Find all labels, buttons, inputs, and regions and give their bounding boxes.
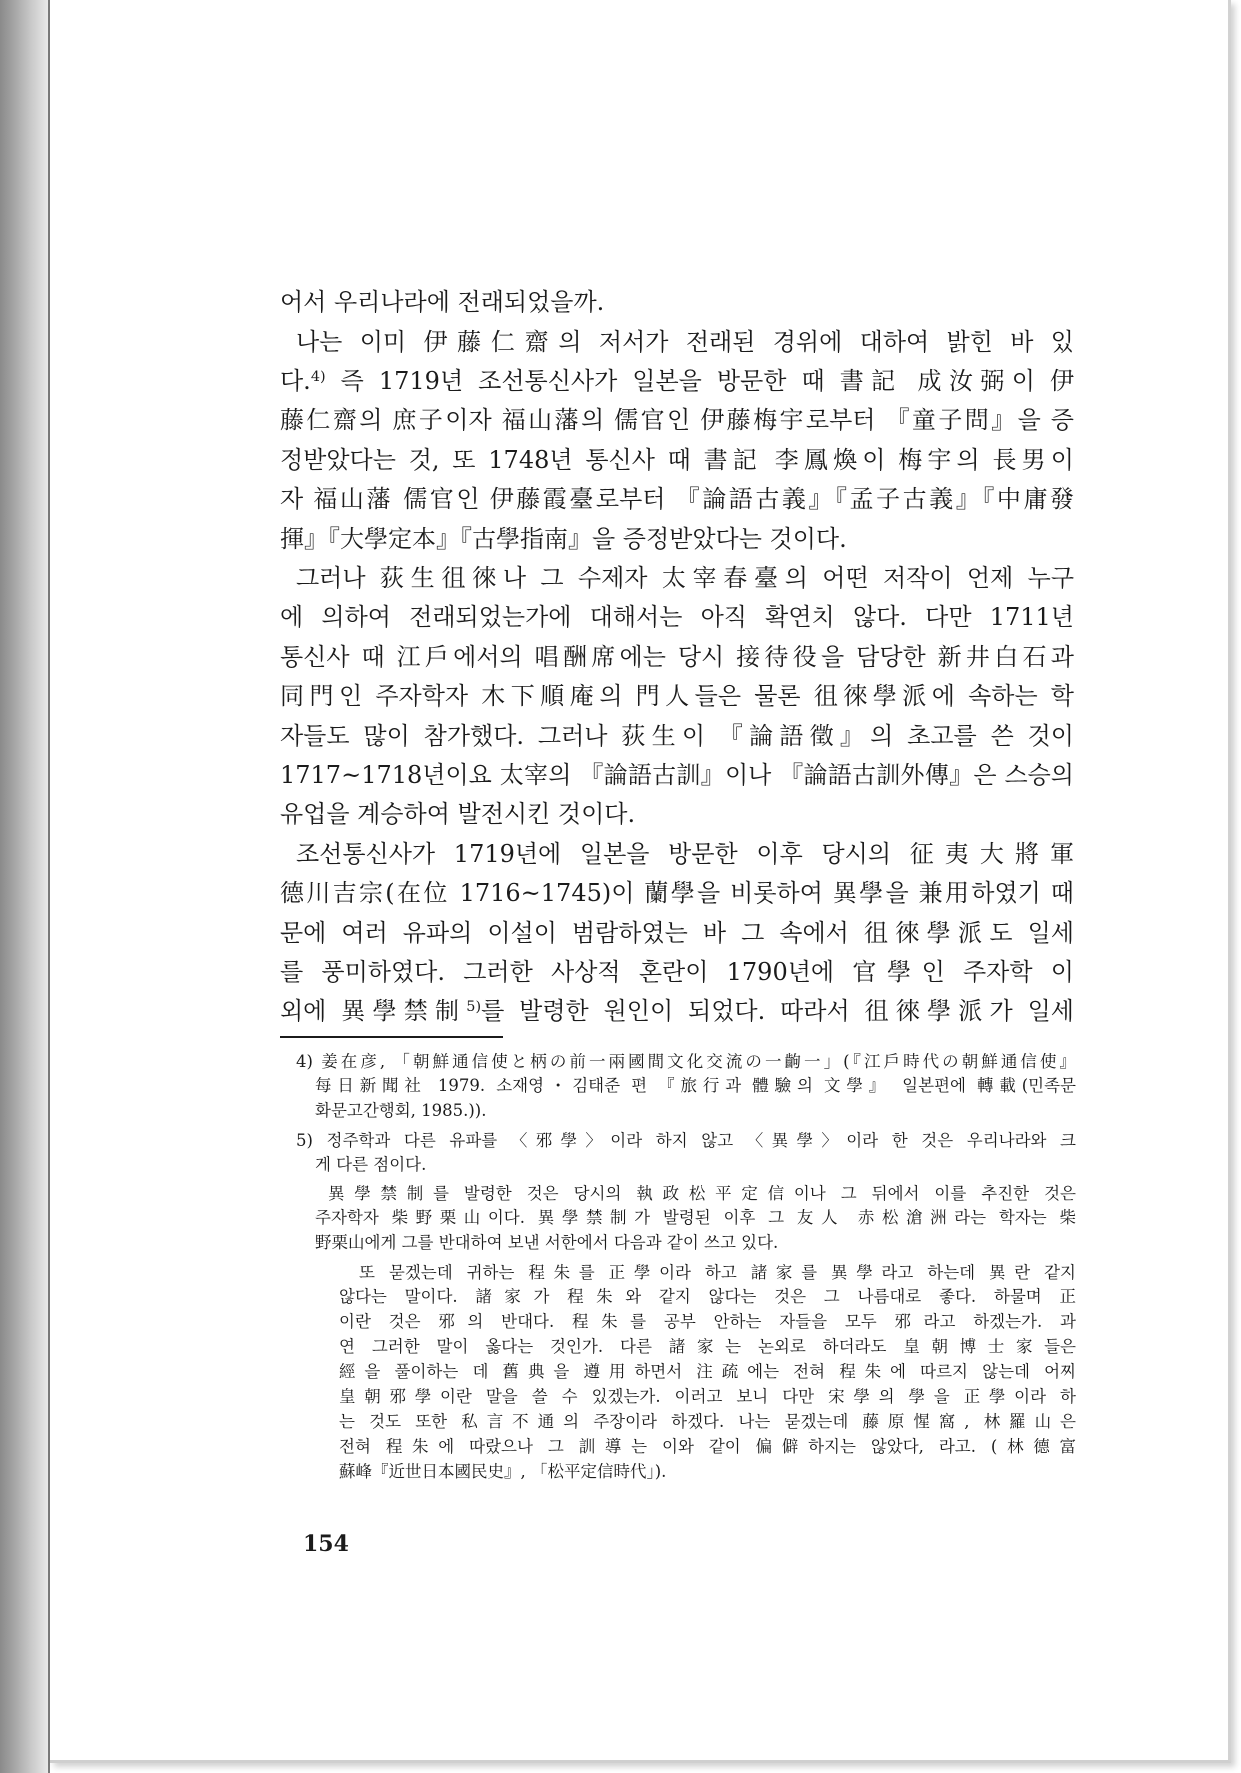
body-line: 문에 여러 유파의 이설이 범람하였는 바 그 속에서 徂徠學派도 일세 — [280, 918, 1074, 947]
quote-line: 이란 것은 邪의 반대다. 程朱를 공부 안하는 자들을 모두 邪라고 하겠는가. 과 — [339, 1312, 1076, 1332]
footnote-line: 주자학자 柴野栗山이다. 異學禁制가 발령된 이후 그 友人 赤松滄洲라는 학자는 柴 — [315, 1208, 1076, 1228]
body-line: 그러나 荻生徂徠나 그 수제자 太宰春臺의 어떤 저작이 언제 누구 — [296, 564, 1074, 593]
body-text: 다. — [280, 367, 311, 396]
footnote-5-paragraph — [296, 1182, 1076, 1257]
quote-line: 않다는 말이다. 諸家가 程朱와 같지 않다는 것은 그 나름대로 좋다. 하물며 正 — [339, 1287, 1076, 1307]
body-line: 자들도 많이 참가했다. 그러나 荻生이 『論語徵』의 초고를 쓴 것이 — [280, 721, 1074, 750]
footnote-line: 5) 정주학과 다른 유파를 〈邪學〉이라 하지 않고 〈異學〉이라 한 것은 우리나라와 크 — [296, 1130, 1076, 1150]
body-line: 德川吉宗(在位 1716~1745)이 蘭學을 비롯하여 異學을 兼用하였기 때 — [280, 879, 1074, 908]
footnote-4 — [296, 1050, 1076, 1125]
quote-line: 皇朝邪學이란 말을 쓸 수 있겠는가. 이러고 보니 다만 宋學의 學을 正學이라 하 — [339, 1386, 1076, 1406]
body-line — [280, 992, 1074, 1031]
footnote-line: 異學禁制를 발령한 것은 당시의 執政松平定信이나 그 뒤에서 이를 추진한 것은 — [328, 1183, 1076, 1203]
body-line: 同門인 주자학자 木下順庵의 門人들은 물론 徂徠學派에 속하는 학 — [280, 682, 1074, 711]
body-line: 조선통신사가 1719년에 일본을 방문한 이후 당시의 征夷大將軍 — [296, 839, 1074, 868]
footnote-line: 4) 姜在彦, 「朝鮮通信使と柄の前一兩國間文化交流の一齣一」(『江戶時代の朝鮮通信使』 — [296, 1051, 1076, 1071]
body-line: 1717~1718년이요 太宰의 『論語古訓』이나 『論語古訓外傳』은 스승의 — [280, 760, 1074, 789]
body-line: 나는 이미 伊藤仁齋의 저서가 전래된 경위에 대하여 밝힌 바 있 — [296, 327, 1074, 356]
footnote-line: 게 다른 점이다. — [315, 1155, 427, 1175]
footnote-line: 화문고간행회, 1985.)). — [315, 1101, 487, 1121]
body-line: 유업을 계승하여 발전시킨 것이다. — [280, 800, 636, 829]
quote-line: 經을 풀이하는 데 舊典을 遵用하면서 注疏에는 전혀 程朱에 따르지 않는데 어찌 — [339, 1362, 1076, 1382]
body-line: 揮』『大學定本』『古學指南』을 증정받았다는 것이다. — [280, 524, 847, 553]
body-line: 통신사 때 江戶에서의 唱酬席에는 당시 接待役을 담당한 新井白石과 — [280, 642, 1074, 671]
body-text: 외에 異學禁制 — [280, 997, 467, 1026]
page-number: 154 — [303, 1531, 349, 1557]
footnote-5-quote — [296, 1261, 1076, 1485]
body-line: 정받았다는 것, 또 1748년 통신사 때 書記 李鳳煥이 梅宇의 長男이 — [280, 445, 1074, 474]
footnote-5 — [296, 1129, 1076, 1179]
book-edge — [0, 0, 50, 1773]
footnote-divider — [280, 1036, 503, 1038]
footnote-ref: 5) — [466, 999, 482, 1016]
body-line: 를 풍미하였다. 그러한 사상적 혼란이 1790년에 官學인 주자학 이 — [280, 957, 1074, 986]
body-line — [280, 362, 1074, 401]
body-text-block — [280, 283, 1074, 1031]
footnote-line: 每日新聞社 1979. 소재영・김태준 편 『旅行과 體驗의 文學』 일본편에 轉載(민족문 — [315, 1076, 1076, 1096]
quote-line: 蘇峰『近世日本國民史』, 「松平定信時代」). — [339, 1461, 667, 1481]
footnote-line: 野栗山에게 그를 반대하여 보낸 서한에서 다음과 같이 쓰고 있다. — [315, 1233, 779, 1253]
body-text: 를 발령한 원인이 되었다. 따라서 徂徠學派가 일세 — [481, 997, 1074, 1026]
quote-line: 는 것도 또한 私言不通의 주장이라 하겠다. 나는 묻겠는데 藤原惺窩, 林羅山은 — [339, 1411, 1076, 1431]
quote-line: 연 그러한 말이 옳다는 것인가. 다른 諸家는 논외로 하더라도 皇朝博士家들은 — [339, 1337, 1076, 1357]
body-text: 즉 1719년 조선통신사가 일본을 방문한 때 書記 成汝弼이 伊 — [325, 367, 1074, 396]
quote-line: 또 묻겠는데 귀하는 程朱를 正學이라 하고 諸家를 異學라고 하는데 異란 같지 — [359, 1262, 1076, 1282]
body-line: 에 의하여 전래되었는가에 대해서는 아직 확연치 않다. 다만 1711년 — [280, 603, 1074, 632]
quote-line: 전혀 程朱에 따랐으나 그 訓導는 이와 같이 偏僻하지는 않았다, 라고. (林德富 — [339, 1436, 1076, 1456]
body-line: 어서 우리나라에 전래되었을까. — [280, 288, 605, 317]
body-line: 藤仁齋의 庶子이자 福山藩의 儒官인 伊藤梅宇로부터 『童子問』을 증 — [280, 406, 1074, 435]
body-line: 자 福山藩 儒官인 伊藤霞臺로부터 『論語古義』『孟子古義』『中庸發 — [280, 485, 1074, 514]
footnote-ref: 4) — [310, 369, 326, 386]
